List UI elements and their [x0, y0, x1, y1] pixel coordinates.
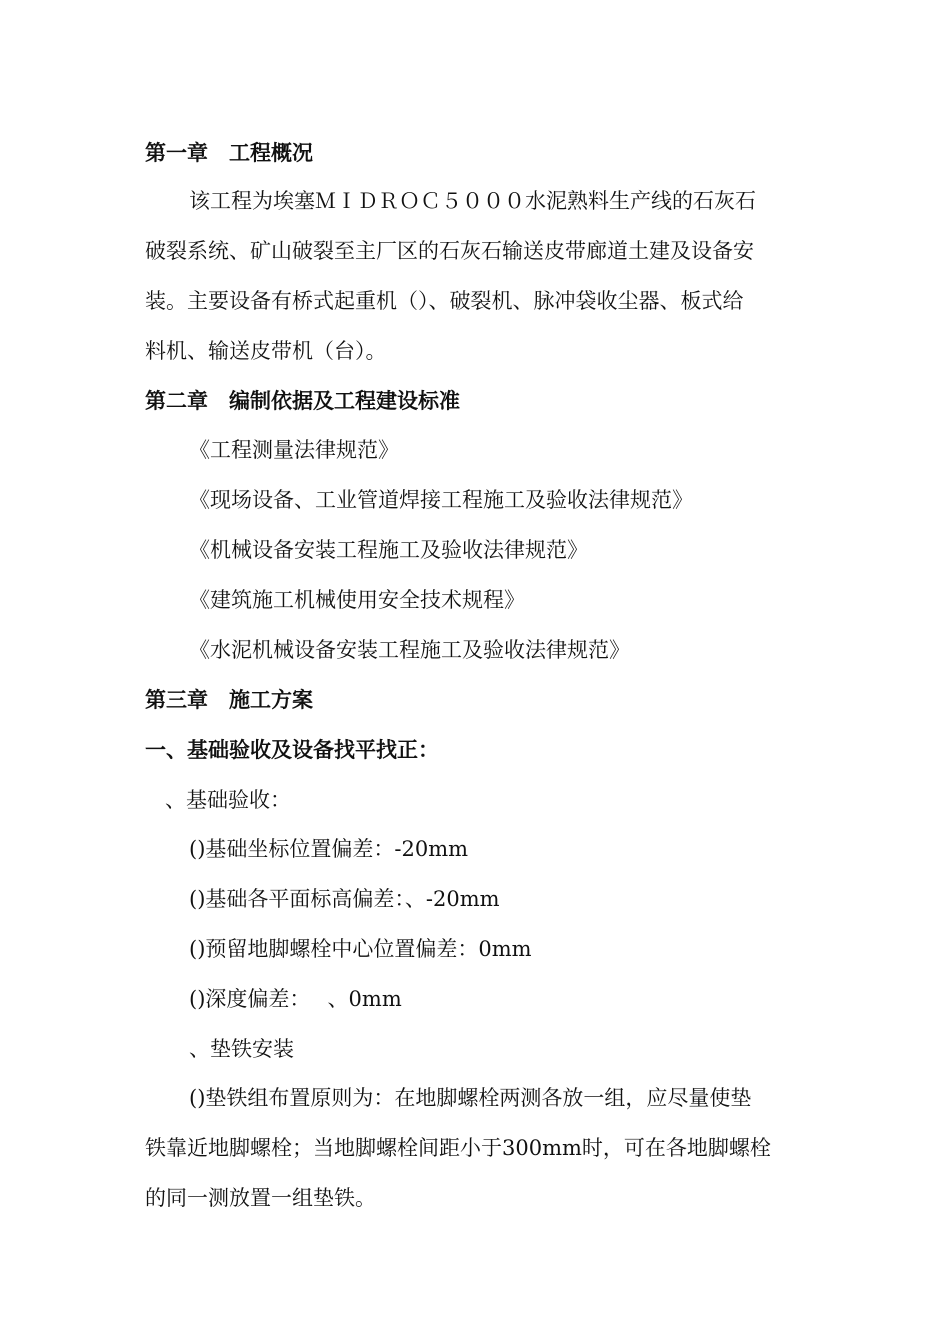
subsection-heading: 、垫铁安装: [189, 1037, 294, 1061]
chapter-1-heading: 第一章 工程概况: [145, 140, 313, 165]
subsection-heading: 、基础验收：: [165, 788, 291, 812]
paragraph-line: 铁靠近地脚螺栓；当地脚螺栓间距小于300mm时，可在各地脚螺栓: [145, 1136, 771, 1160]
reference-item: 《现场设备、工业管道焊接工程施工及验收法律规范》: [189, 488, 693, 512]
tolerance-item: ()深度偏差： 、0mm: [189, 987, 402, 1011]
paragraph-line: 装。主要设备有桥式起重机（）、破裂机、脉冲袋收尘器、板式给: [145, 289, 744, 313]
paragraph-line: 料机、输送皮带机（台）。: [145, 339, 387, 363]
chapter-2-heading: 第二章 编制依据及工程建设标准: [145, 388, 460, 413]
reference-item: 《机械设备安装工程施工及验收法律规范》: [189, 538, 588, 562]
paragraph-line: 该工程为埃塞ＭＩＤＲＯＣ５０００水泥熟料生产线的石灰石: [189, 189, 756, 213]
paragraph-line: ()垫铁组布置原则为：在地脚螺栓两测各放一组，应尽量使垫: [189, 1086, 752, 1110]
tolerance-item: ()预留地脚螺栓中心位置偏差：0mm: [189, 937, 532, 961]
section-1-heading: 一、基础验收及设备找平找正：: [145, 737, 439, 762]
tolerance-item: ()基础各平面标高偏差：、-20mm: [189, 887, 500, 911]
paragraph-line: 的同一测放置一组垫铁。: [145, 1186, 376, 1210]
tolerance-item: ()基础坐标位置偏差：-20mm: [189, 837, 469, 861]
reference-item: 《建筑施工机械使用安全技术规程》: [189, 588, 525, 612]
reference-item: 《水泥机械设备安装工程施工及验收法律规范》: [189, 638, 630, 662]
chapter-3-heading: 第三章 施工方案: [145, 687, 313, 712]
paragraph-line: 破裂系统、矿山破裂至主厂区的石灰石输送皮带廊道土建及设备安: [145, 239, 754, 263]
reference-item: 《工程测量法律规范》: [189, 438, 399, 462]
